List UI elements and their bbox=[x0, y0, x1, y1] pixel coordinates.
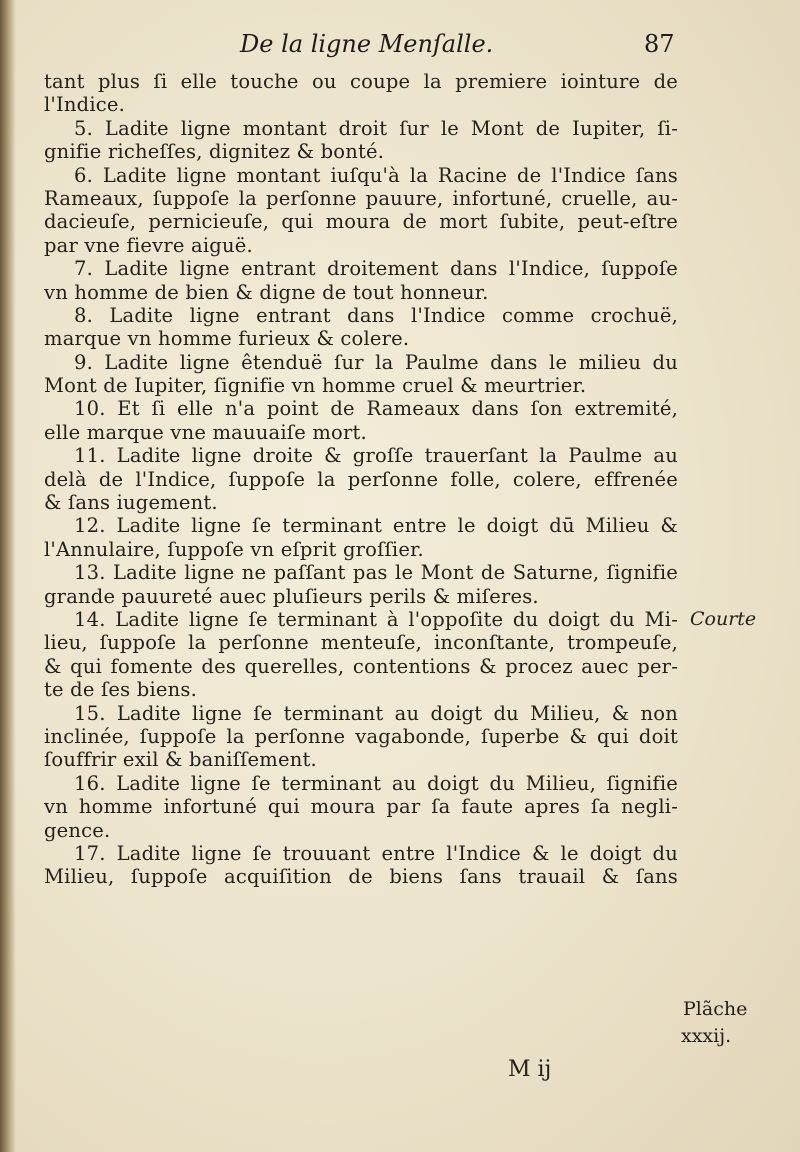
text-line: gence. bbox=[44, 818, 111, 842]
text-line: 13. Ladite ligne ne paſſant pas le Mont de Saturne, ſignifie bbox=[74, 561, 678, 585]
text-line: 7. Ladite ligne entrant droitement dans l'Indice, ſuppoſe bbox=[74, 257, 678, 281]
text-line: 9. Ladite ligne êtenduë ſur la Paulme dans le milieu du bbox=[74, 350, 678, 374]
text-line: 15. Ladite ligne ſe terminant au doigt du Milieu, & non bbox=[74, 701, 678, 725]
text-line: inclinée, ſuppoſe la perſonne vagabonde, ſuperbe & qui doit bbox=[44, 724, 678, 748]
text-line: vn homme de bien & digne de tout honneur. bbox=[44, 280, 489, 304]
margin-note-planche: Plãche bbox=[683, 998, 748, 1020]
text-line: 5. Ladite ligne montant droit ſur le Mont de Iupiter, ſi- bbox=[74, 116, 678, 140]
text-line: delà de l'Indice, ſuppoſe la perſonne folle, colere, effrenée bbox=[44, 467, 678, 491]
text-line: gnifie richeſſes, dignitez & bonté. bbox=[44, 140, 385, 164]
text-line: 12. Ladite ligne ſe terminant entre le doigt dū Milieu & bbox=[74, 514, 678, 538]
text-line: & ſans iugement. bbox=[44, 491, 218, 515]
text-line: l'Annulaire, ſuppoſe vn eſprit groſſier. bbox=[44, 537, 424, 561]
text-line: l'Indice. bbox=[44, 93, 126, 117]
text-line: grande pauureté auec pluſieurs perils & miſeres. bbox=[44, 584, 539, 608]
text-line: 6. Ladite ligne montant iuſqu'à la Racine de l'Indice ſans bbox=[74, 163, 678, 187]
text-line: Rameaux, ſuppoſe la perſonne pauure, infortuné, cruelle, au- bbox=[44, 186, 678, 210]
text-line: vn homme infortuné qui moura par ſa faute apres ſa negli- bbox=[44, 795, 678, 819]
signature-mark: M ij bbox=[508, 1057, 552, 1082]
text-line: 8. Ladite ligne entrant dans l'Indice comme crochuë, bbox=[74, 303, 678, 327]
page-gutter-shadow bbox=[0, 0, 16, 1152]
text-line: lieu, ſuppoſe la perſonne menteuſe, inconſtante, trompeuſe, bbox=[44, 631, 678, 655]
text-line: 17. Ladite ligne ſe trouuant entre l'Indice & le doigt du bbox=[74, 841, 678, 865]
text-line: dacieuſe, pernicieuſe, qui moura de mort ſubite, peut-eſtre bbox=[44, 210, 678, 234]
margin-note-courte: Courte bbox=[690, 608, 757, 630]
running-title: De la ligne Menſalle. bbox=[240, 30, 494, 58]
text-line: Milieu, ſuppoſe acquiſition de biens ſans trauail & ſans bbox=[44, 865, 678, 889]
text-line: elle marque vne mauuaiſe mort. bbox=[44, 420, 367, 444]
text-line: par vne fievre aiguë. bbox=[44, 233, 253, 257]
text-line: te de ſes biens. bbox=[44, 678, 197, 702]
text-line: tant plus ſi elle touche ou coupe la premiere iointure de bbox=[44, 70, 678, 93]
margin-note-planche-number: xxxij. bbox=[681, 1025, 732, 1047]
text-line: 14. Ladite ligne ſe terminant à l'oppoſite du doigt du Mi- bbox=[74, 607, 678, 631]
page-number: 87 bbox=[644, 30, 675, 58]
text-line: Mont de Iupiter, ſignifie vn homme cruel & meurtrier. bbox=[44, 374, 587, 398]
text-line: ſouffrir exil & baniſſement. bbox=[44, 748, 317, 772]
text-line: 16. Ladite ligne ſe terminant au doigt du Milieu, ſignifie bbox=[74, 771, 678, 795]
text-line: marque vn homme furieux & colere. bbox=[44, 327, 410, 351]
body-text bbox=[44, 70, 678, 889]
text-line: 11. Ladite ligne droite & groſſe trauerſant la Paulme au bbox=[74, 444, 678, 468]
text-line: 10. Et ſi elle n'a point de Rameaux dans ſon extremité, bbox=[74, 397, 678, 421]
text-line: & qui fomente des querelles, contentions & procez auec per- bbox=[44, 654, 678, 678]
